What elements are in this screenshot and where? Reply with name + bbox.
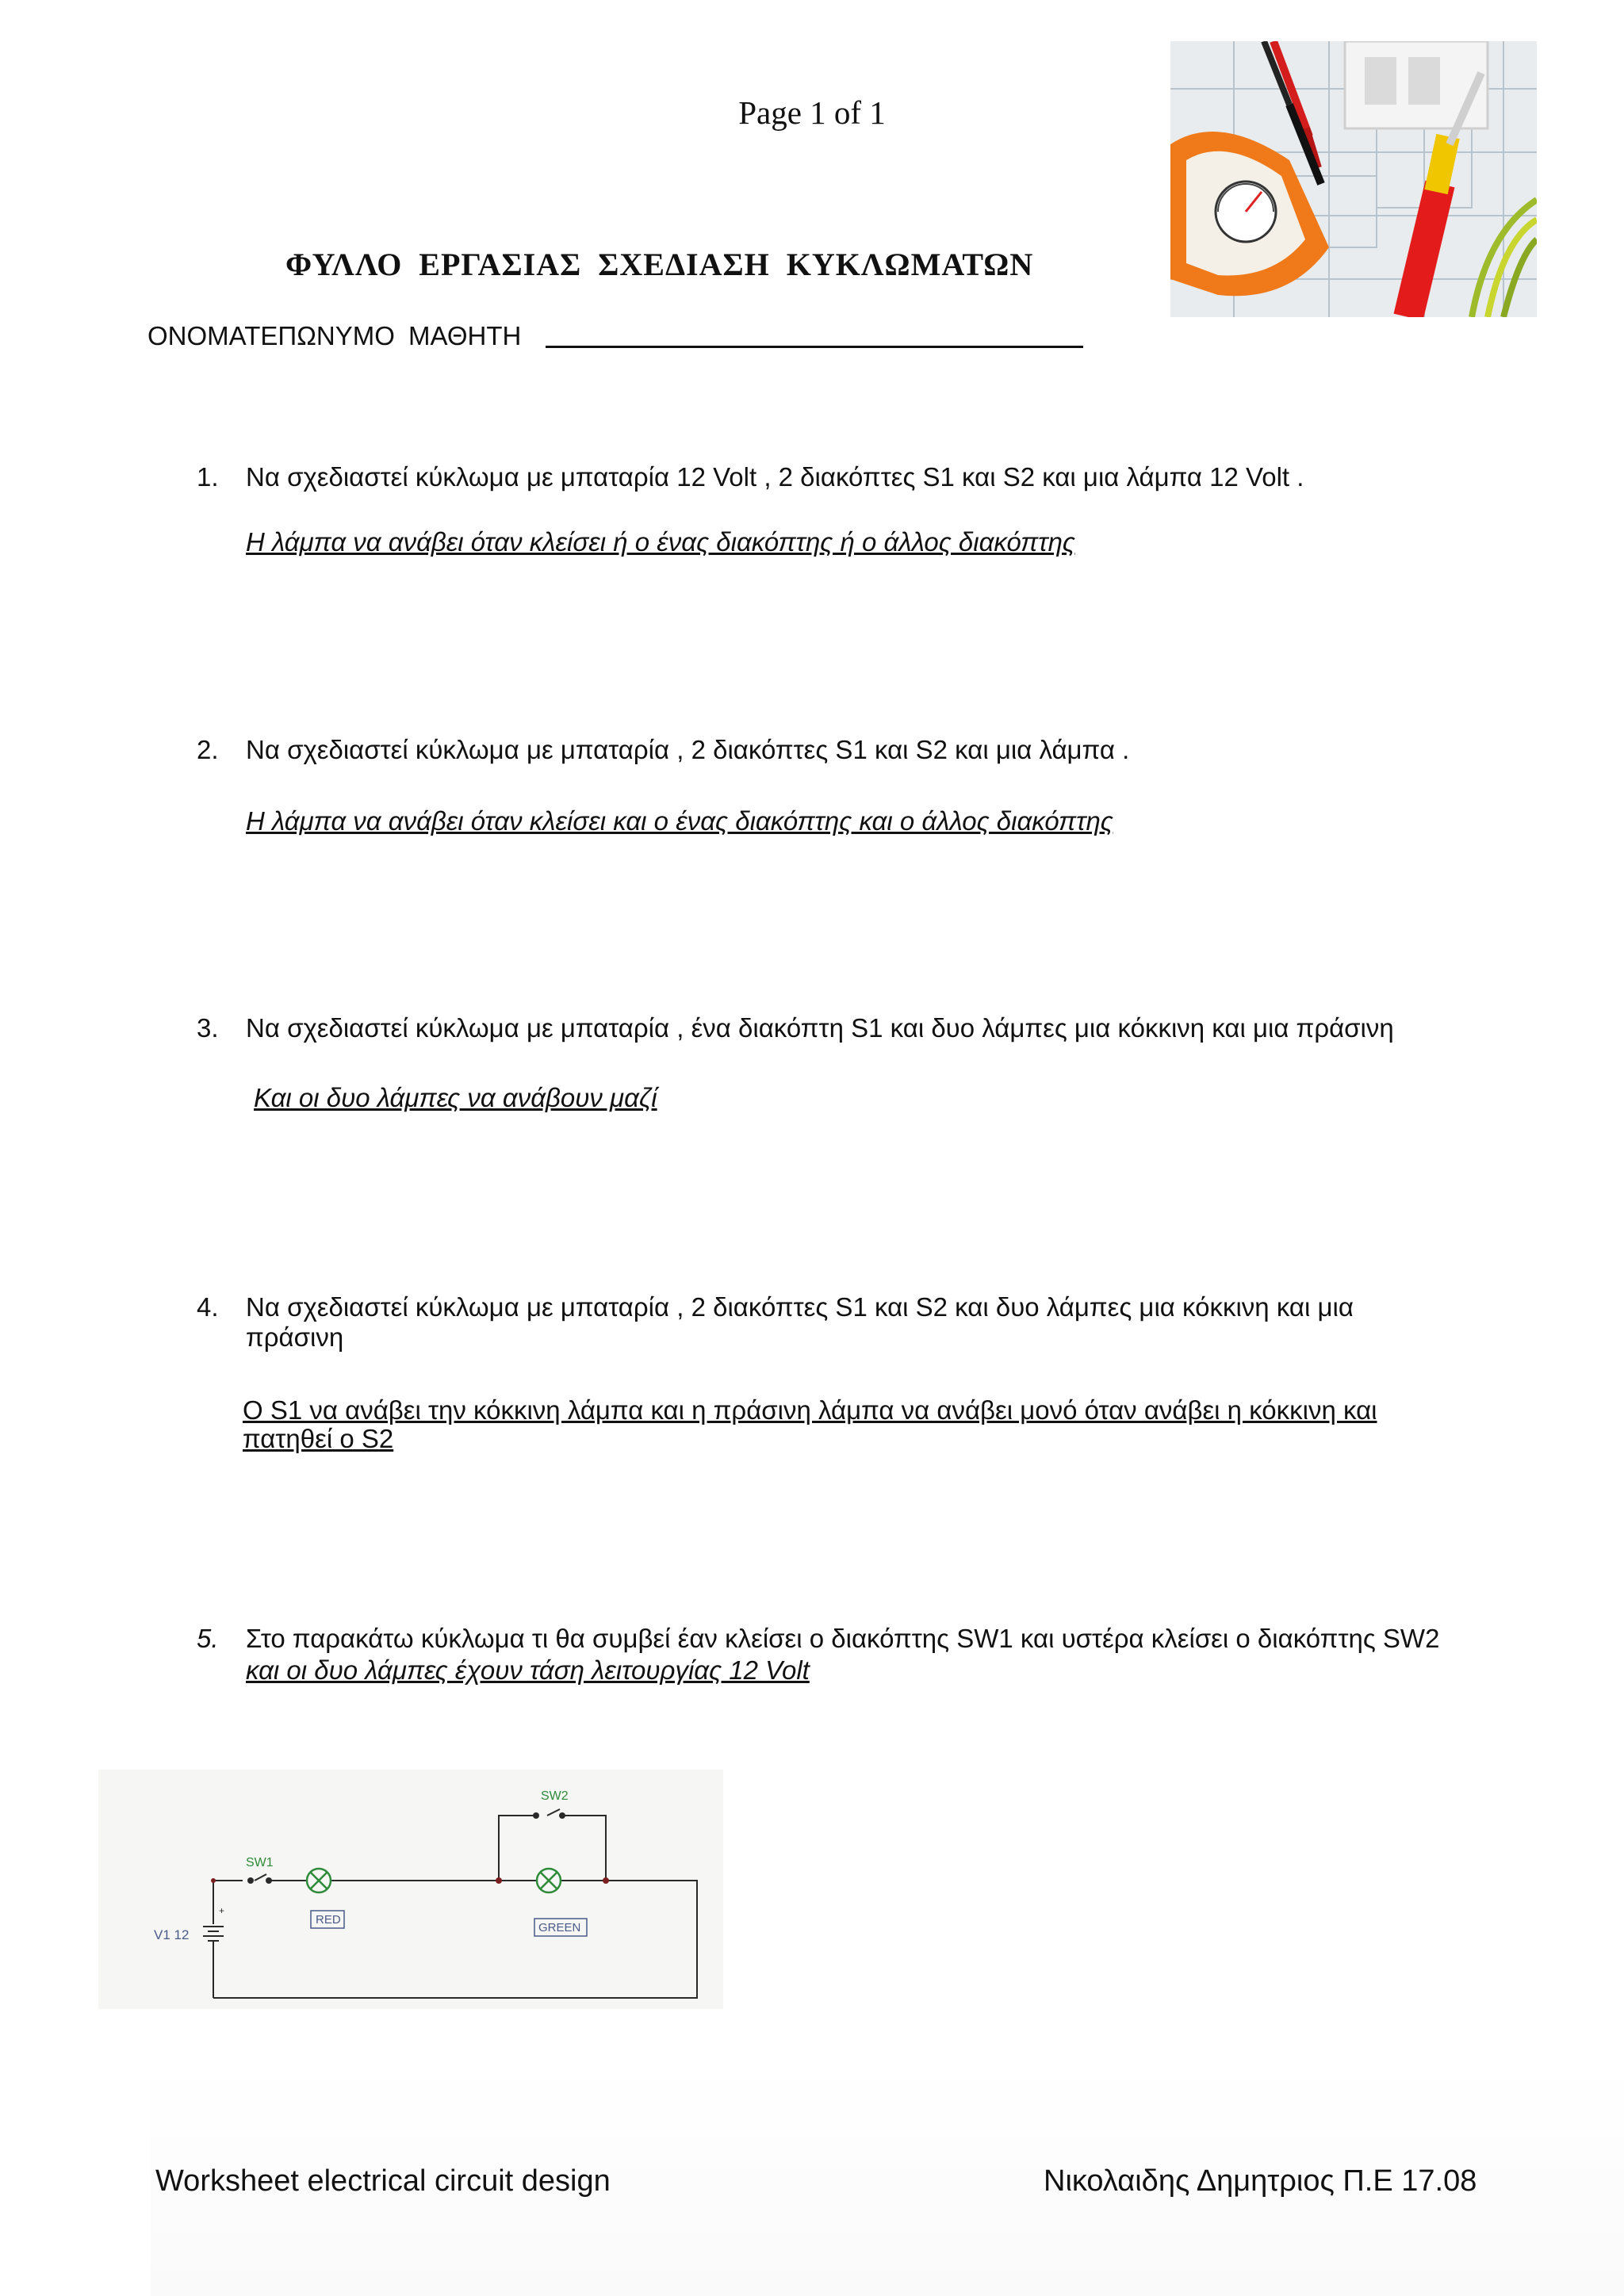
- question-4-text-line1: Να σχεδιαστεί κύκλωμα με μπαταρία , 2 διακόπτες S1 και S2 και δυο λάμπες μια κόκκινη και μια: [246, 1292, 1354, 1322]
- question-2-condition: Η λάμπα να ανάβει όταν κλείσει και ο ένας διακόπτης και ο άλλος διακόπτης: [246, 806, 1113, 836]
- student-name-label: ΟΝΟΜΑΤΕΠΩΝΥΜΟ ΜΑΘΗΤΗ: [147, 321, 522, 350]
- question-1-number: 1.: [197, 462, 219, 492]
- question-1-condition: Η λάμπα να ανάβει όταν κλείσει ή ο ένας διακόπτης ή ο άλλος διακόπτης: [246, 527, 1075, 557]
- footer-left-text: Worksheet electrical circuit design: [155, 2164, 611, 2198]
- question-4-condition-line1: Ο S1 να ανάβει την κόκκινη λάμπα και η πράσινη λάμπα να ανάβει μονό όταν ανάβει η κόκκινη και: [243, 1395, 1377, 1425]
- worksheet-title: ΦΥΛΛΟ ΕΡΓΑΣΙΑΣ ΣΧΕΔΙΑΣΗ ΚΥΚΛΩΜΑΤΩΝ: [285, 247, 1034, 282]
- footer-right-text: Νικολαιδης Δημητριος Π.Ε 17.08: [1044, 2164, 1477, 2198]
- circuit-label-sw2: SW2: [541, 1789, 569, 1803]
- question-3-condition: Και οι δυο λάμπες να ανάβουν μαζί: [254, 1083, 657, 1112]
- circuit-label-battery: V1 12: [154, 1927, 190, 1942]
- question-3-text: Να σχεδιαστεί κύκλωμα με μπαταρία , ένα διακόπτη S1 και δυο λάμπες μια κόκκινη και μια πράσινη: [246, 1013, 1394, 1043]
- circuit-label-green-lamp: GREEN: [538, 1921, 581, 1934]
- page-number: Page 1 of 1: [738, 94, 886, 131]
- question-3-number: 3.: [197, 1013, 219, 1043]
- question-2-text: Να σχεδιαστεί κύκλωμα με μπαταρία , 2 διακόπτες S1 και S2 και μια λάμπα .: [246, 735, 1130, 764]
- circuit-label-red-lamp: RED: [316, 1913, 341, 1927]
- student-name-blank[interactable]: [546, 346, 1083, 348]
- question-5-number: 5.: [197, 1624, 219, 1653]
- question-1-text: Να σχεδιαστεί κύκλωμα με μπαταρία 12 Volt , 2 διακόπτες S1 και S2 και μια λάμπα 12 Volt .: [246, 462, 1304, 492]
- question-5-text: Στο παρακάτω κύκλωμα τι θα συμβεί έαν κλείσει ο διακόπτης SW1 και υστέρα κλείσει ο διακόπτης SW2: [246, 1624, 1440, 1653]
- question-2-number: 2.: [197, 735, 219, 764]
- circuit-label-sw1: SW1: [246, 1856, 274, 1869]
- header-photo-tools: [1170, 41, 1537, 317]
- circuit-diagram: [98, 1770, 723, 2009]
- question-4-number: 4.: [197, 1292, 219, 1322]
- question-4-text-line2: πράσινη: [246, 1322, 344, 1352]
- question-4-condition-line2: πατηθεί ο S2: [243, 1424, 394, 1453]
- question-5-condition: και οι δυο λάμπες έχουν τάση λειτουργίας 12 Volt: [246, 1655, 810, 1685]
- svg-text:+: +: [219, 1905, 225, 1916]
